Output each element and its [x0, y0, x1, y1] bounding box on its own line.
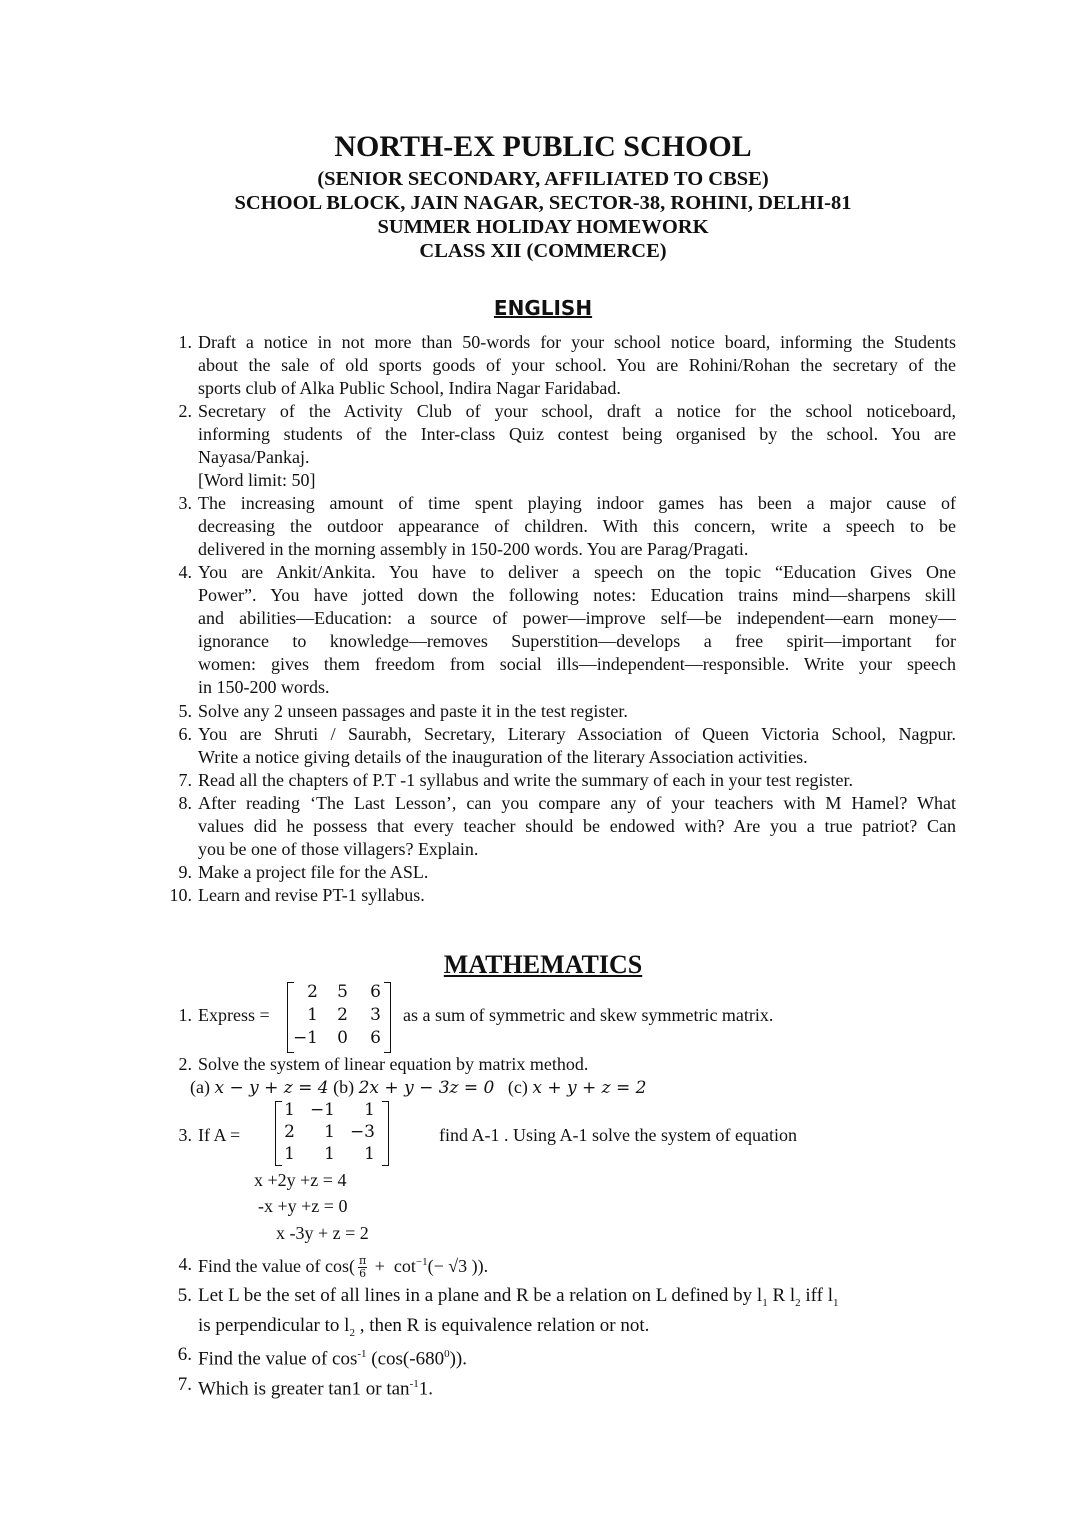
q4-cot: cot: [393, 1256, 416, 1276]
eq-b: 2x + y − 3z = 0: [358, 1078, 495, 1098]
question-number: 6.: [178, 724, 192, 744]
matrix-cell: 1: [324, 1144, 335, 1164]
matrix-cell: −1: [292, 1028, 318, 1048]
question-2-text: Solve the system of linear equation by matrix method.: [198, 1054, 589, 1074]
question-number: 4.: [178, 1254, 192, 1274]
matrix-cell: 1: [307, 1005, 318, 1025]
q5-sub-1b: 1: [833, 1296, 839, 1309]
question-text: [198, 331, 956, 400]
q7-post: 1.: [418, 1378, 433, 1400]
question-line: After reading ‘The Last Lesson’, can you compare any of your teachers with M Hamel? What: [198, 793, 956, 813]
question-line: Learn and revise PT-1 syllabus.: [198, 885, 425, 905]
question-5-line-1: [198, 1284, 839, 1315]
fraction-numerator: π: [358, 1254, 367, 1268]
right-bracket: [382, 1101, 389, 1166]
matrix-cell: −3: [349, 1122, 375, 1142]
matrix-cell: 5: [337, 982, 348, 1002]
question-line: Secretary of the Activity Club of your school, draft a notice for the school noticeboard,: [198, 401, 956, 421]
question-number: 4.: [178, 562, 192, 582]
eq-c: x + y + z = 2: [532, 1078, 647, 1098]
q5-iff: iff l: [800, 1285, 834, 1306]
matrix-cell: 1: [364, 1100, 375, 1120]
question-line: delivered in the morning assembly in 150-200 words. You are Parag/Pragati.: [198, 539, 749, 559]
question-number: 10.: [169, 885, 192, 905]
q6-sup-2: 0: [444, 1348, 450, 1360]
matrix-cell: 1: [324, 1122, 335, 1142]
q5-sub-2: 2: [795, 1296, 801, 1309]
question-line: Make a project file for the ASL.: [198, 862, 429, 882]
question-line: in 150-200 words.: [198, 677, 330, 697]
q5-line1: Let L be the set of all lines in a plane and R be a relation on L defined by l: [198, 1285, 763, 1306]
q6-post: )).: [449, 1348, 467, 1370]
q5-sub-2b: 2: [349, 1326, 355, 1339]
question-line: values did he possess that every teacher should be endowed with? Are you a true patriot? Can: [198, 816, 956, 836]
school-name: NORTH-EX PUBLIC SCHOOL: [334, 130, 752, 163]
pi-over-6-fraction: [358, 1255, 367, 1280]
matrix-cell: −1: [309, 1100, 335, 1120]
question-number: 2.: [178, 401, 192, 421]
question-line: Read all the chapters of P.T -1 syllabus and write the summary of each in your test register.: [198, 770, 853, 790]
question-3-suffix: find A-1 . Using A-1 solve the system of equation: [439, 1125, 797, 1145]
matrix-a: [275, 1101, 389, 1173]
question-line: Solve any 2 unseen passages and paste it in the test register.: [198, 701, 628, 721]
fraction-denominator: 6: [359, 1267, 367, 1281]
question-2-equations: [190, 1077, 646, 1098]
q6-pre: Find the value of cos: [198, 1348, 358, 1370]
question-line: decreasing the outdoor appearance of children. With this concern, write a speech to be: [198, 516, 956, 536]
mathematics-heading: MATHEMATICS: [443, 950, 643, 979]
question-5-line-2: [198, 1314, 649, 1345]
question-1-prefix: Express =: [198, 1005, 270, 1025]
matrix-cell: 2: [337, 1005, 348, 1025]
question-text: [198, 861, 956, 884]
matrix-cell: 2: [284, 1122, 295, 1142]
school-affiliation: (SENIOR SECONDARY, AFFILIATED TO CBSE): [317, 168, 769, 190]
question-line: informing students of the Inter-class Quiz contest being organised by the school. You are: [198, 424, 956, 444]
q6-mid: (cos(-680: [366, 1348, 445, 1370]
question-number: 5.: [178, 701, 192, 721]
question-3-prefix: If A =: [198, 1125, 241, 1145]
question-4-text: [198, 1251, 488, 1280]
question-text: [198, 400, 956, 492]
question-text: [198, 723, 956, 769]
matrix-cell: 1: [284, 1100, 295, 1120]
eq-c-label: (c): [507, 1077, 528, 1097]
matrix-cell: 2: [307, 982, 318, 1002]
matrix-cell: 3: [370, 1005, 381, 1025]
q4-plus: +: [374, 1256, 385, 1276]
system-eq-1: x +2y +z = 4: [254, 1170, 347, 1190]
q4-pre: Find the value of cos(: [198, 1256, 355, 1276]
question-line: ignorance to knowledge—removes Superstition—develops a free spirit—important for: [198, 631, 956, 651]
q4-arg: (− √3 )).: [427, 1256, 489, 1276]
question-number: 5.: [177, 1285, 192, 1306]
question-line: about the sale of old sports goods of your school. You are Rohini/Rohan the secretary of the: [198, 355, 956, 375]
english-heading: ENGLISH: [493, 296, 593, 320]
question-line: The increasing amount of time spent playing indoor games has been a major cause of: [198, 493, 956, 513]
matrix-cell: 1: [284, 1144, 295, 1164]
question-line: women: gives them freedom from social ills—independent—responsible. Write your speech: [198, 654, 956, 674]
question-number: 1.: [178, 1005, 192, 1025]
q7-pre: Which is greater tan1 or tan: [198, 1378, 410, 1400]
system-eq-2: -x +y +z = 0: [258, 1196, 348, 1216]
question-number: 1.: [178, 332, 192, 352]
eq-a: x − y + z = 4: [214, 1078, 329, 1098]
q7-sup: -1: [409, 1378, 419, 1390]
right-bracket: [384, 982, 391, 1053]
question-text: [198, 561, 956, 699]
question-line: [Word limit: 50]: [198, 470, 316, 490]
eq-a-label: (a): [190, 1077, 210, 1097]
question-number: 9.: [178, 862, 192, 882]
question-line: and abilities—Education: a source of power—improve self—be independent—earn money—: [198, 608, 956, 628]
system-eq-3: x -3y + z = 2: [276, 1223, 369, 1243]
question-number: 6.: [177, 1344, 192, 1365]
question-number: 8.: [178, 793, 192, 813]
question-text: [198, 492, 956, 561]
question-line: Nayasa/Pankaj.: [198, 447, 310, 467]
q5-r: R l: [767, 1285, 796, 1306]
question-6-text: [198, 1343, 467, 1370]
question-text: [198, 884, 956, 907]
question-line: Write a notice giving details of the inauguration of the literary Association activities.: [198, 747, 808, 767]
question-line: sports club of Alka Public School, Indira Nagar Faridabad.: [198, 378, 621, 398]
question-number: 7.: [178, 770, 192, 790]
q6-sup: -1: [357, 1348, 367, 1360]
question-7-text: [198, 1373, 433, 1400]
question-line: You are Ankit/Ankita. You have to deliver a speech on the topic “Education Gives One: [198, 562, 956, 582]
question-text: [198, 769, 956, 792]
matrix-cell: 6: [370, 1028, 381, 1048]
school-address: SCHOOL BLOCK, JAIN NAGAR, SECTOR-38, ROHINI, DELHI-81: [234, 192, 852, 214]
q4-cot-exponent: −1: [415, 1256, 428, 1268]
matrix-cell: 6: [370, 982, 381, 1002]
q5-line2-post: , then R is equivalence relation or not.: [354, 1315, 650, 1336]
q5-line2-pre: is perpendicular to l: [198, 1315, 350, 1336]
class-title: CLASS XII (COMMERCE): [419, 240, 667, 262]
question-line: Draft a notice in not more than 50-words for your school notice board, informing the Students: [198, 332, 956, 352]
q5-sub-1: 1: [762, 1296, 768, 1309]
question-number: 3.: [178, 493, 192, 513]
question-text: [198, 700, 956, 723]
question-line: You are Shruti / Saurabh, Secretary, Literary Association of Queen Victoria School, Nagpur.: [198, 724, 956, 744]
question-number: 2.: [178, 1054, 192, 1074]
eq-b-label: (b): [333, 1077, 355, 1097]
matrix-cell: 1: [364, 1144, 375, 1164]
question-1-suffix: as a sum of symmetric and skew symmetric matrix.: [403, 1005, 774, 1025]
homework-title: SUMMER HOLIDAY HOMEWORK: [377, 216, 709, 238]
question-number: 7.: [177, 1374, 192, 1395]
question-text: [198, 792, 956, 861]
matrix-1: [287, 982, 391, 1054]
question-line: Power”. You have jotted down the following notes: Education trains mind—sharpens skill: [198, 585, 956, 605]
question-line: you be one of those villagers? Explain.: [198, 839, 479, 859]
matrix-cell: 0: [337, 1028, 348, 1048]
question-number: 3.: [178, 1125, 192, 1145]
